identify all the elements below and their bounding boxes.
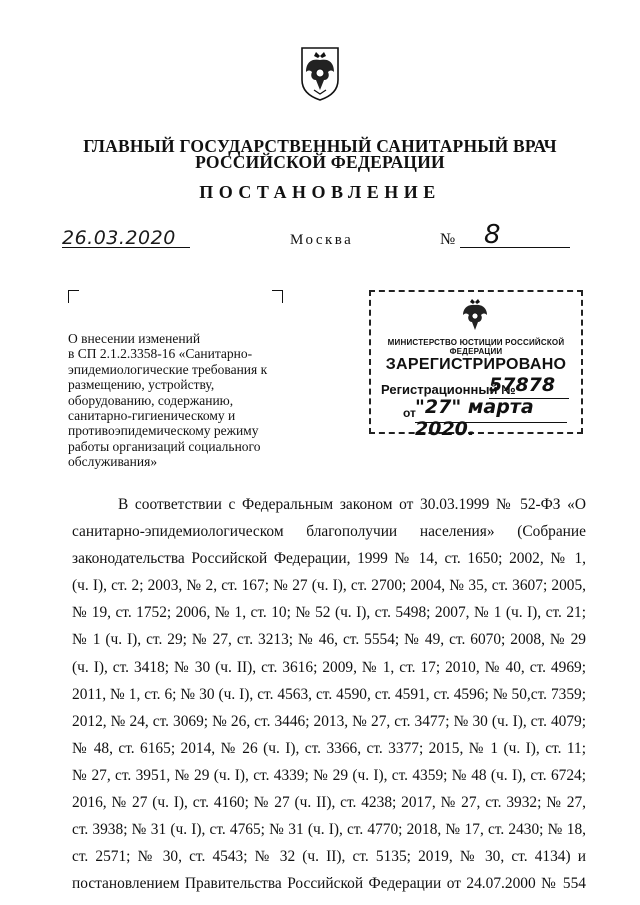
stamp-registered-label: ЗАРЕГИСТРИРОВАНО <box>385 356 567 373</box>
issuing-authority-line1: ГЛАВНЫЙ ГОСУДАРСТВЕННЫЙ САНИТАРНЫЙ ВРАЧ <box>83 136 557 156</box>
text-line: № 48, ст. 6165; 2014, № 26 (ч. I), ст. 3366, ст. 3377; 2015, № 1 (ч. I), ст. 11; <box>72 739 586 757</box>
text-line: (ч. I), ст. 2; 2003, № 2, ст. 167; № 27 (ч. I), ст. 2700; 2004, № 35, ст. 3607; 2005, <box>72 577 586 595</box>
subject-line: оборудованию, содержанию, <box>68 392 234 408</box>
text-line: ст. 2571; № 30, ст. 4543; № 32 (ч. II), ст. 5135; 2019, № 30, ст. 4134) и <box>72 848 586 866</box>
text-line: В соответствии с Федеральным законом от 30.03.1999 № 52-ФЗ «О <box>118 496 586 513</box>
text-line: постановлением Правительства Российской Федерации от 24.07.2000 № 554 <box>72 875 586 893</box>
text-line: санитарно-эпидемиологическом благополучии населения» (Собрание <box>72 523 586 541</box>
text-line: (ч. I), ст. 3418; № 30 (ч. II), ст. 3616; 2009, № 1, ст. 17; 2010, № 40, ст. 4969; <box>72 658 586 676</box>
coat-of-arms-icon <box>296 46 344 102</box>
subject-line: работы организаций социального <box>68 438 261 454</box>
registration-stamp <box>369 290 583 440</box>
subject-line: противоэпидемическому режиму <box>68 423 259 439</box>
preamble-text <box>72 491 586 897</box>
number-label: № <box>440 231 456 248</box>
stamp-reg-number: 57878 <box>489 374 556 396</box>
subject-line: в СП 2.1.2.3358-16 «Санитарно- <box>68 346 253 362</box>
text-line: законодательства Российской Федерации, 1999 № 14, ст. 1650; 2002, № 1, <box>72 550 586 568</box>
text-line: 2012, № 24, ст. 3069; № 26, ст. 3446; 2013, № 27, ст. 3477; № 30 (ч. I), ст. 4079; <box>72 712 586 730</box>
document-number: 8 <box>484 220 501 250</box>
subject-line: обслуживания» <box>68 454 158 470</box>
subject-line: размещению, устройству, <box>68 377 215 393</box>
subject-corner-right <box>272 290 283 303</box>
document-date: 26.03.2020 <box>62 227 176 249</box>
stamp-date-underline <box>415 422 567 423</box>
stamp-reg-number-label: Регистрационный № <box>381 382 516 397</box>
coat-of-arms-icon <box>457 296 493 336</box>
text-line: 2011, № 1, ст. 6; № 30 (ч. I), ст. 4563, ст. 4590, ст. 4591, ст. 4596; № 50,ст. 7359; <box>72 685 586 703</box>
date-underline <box>62 247 190 248</box>
subject-corner-left <box>68 290 79 303</box>
number-underline <box>460 247 570 248</box>
document-type-title: ПОСТАНОВЛЕНИЕ <box>199 182 441 202</box>
stamp-ministry-name: МИНИСТЕРСТВО ЮСТИЦИИ РОССИЙСКОЙ ФЕДЕРАЦИИ <box>387 338 565 356</box>
text-line: 2016, № 27 (ч. I), ст. 4160; № 27 (ч. II), ст. 4238; 2017, № 27, ст. 3932; № 27, <box>72 794 586 812</box>
city: Москва <box>290 232 354 248</box>
stamp-from-label: от <box>403 406 416 420</box>
text-line: № 1 (ч. I), ст. 29; № 27, ст. 3213; № 46, ст. 5554; № 49, ст. 6070; 2008, № 29 <box>72 631 586 649</box>
subject-line: О внесении изменений <box>68 331 201 346</box>
subject-line: эпидемиологические требования к <box>68 361 268 377</box>
subject-line: санитарно-гигиеническому и <box>68 408 236 424</box>
stamp-date: "27" марта 2020. <box>415 396 534 440</box>
text-line: № 19, ст. 1752; 2006, № 1, ст. 10; № 52 (ч. I), ст. 5498; 2007, № 1 (ч. I), ст. 21; <box>72 604 586 622</box>
text-line: № 27, ст. 3951, № 29 (ч. I), ст. 4339; № 29 (ч. I), ст. 4359; № 48 (ч. I), ст. 6724; <box>72 766 586 784</box>
document-subject <box>68 331 283 470</box>
issuing-authority-line2: РОССИЙСКОЙ ФЕДЕРАЦИИ <box>195 152 445 172</box>
text-line: ст. 3938; № 31 (ч. I), ст. 4765; № 31 (ч. I), ст. 4770; 2018, № 17, ст. 2430; № 18, <box>72 821 586 839</box>
